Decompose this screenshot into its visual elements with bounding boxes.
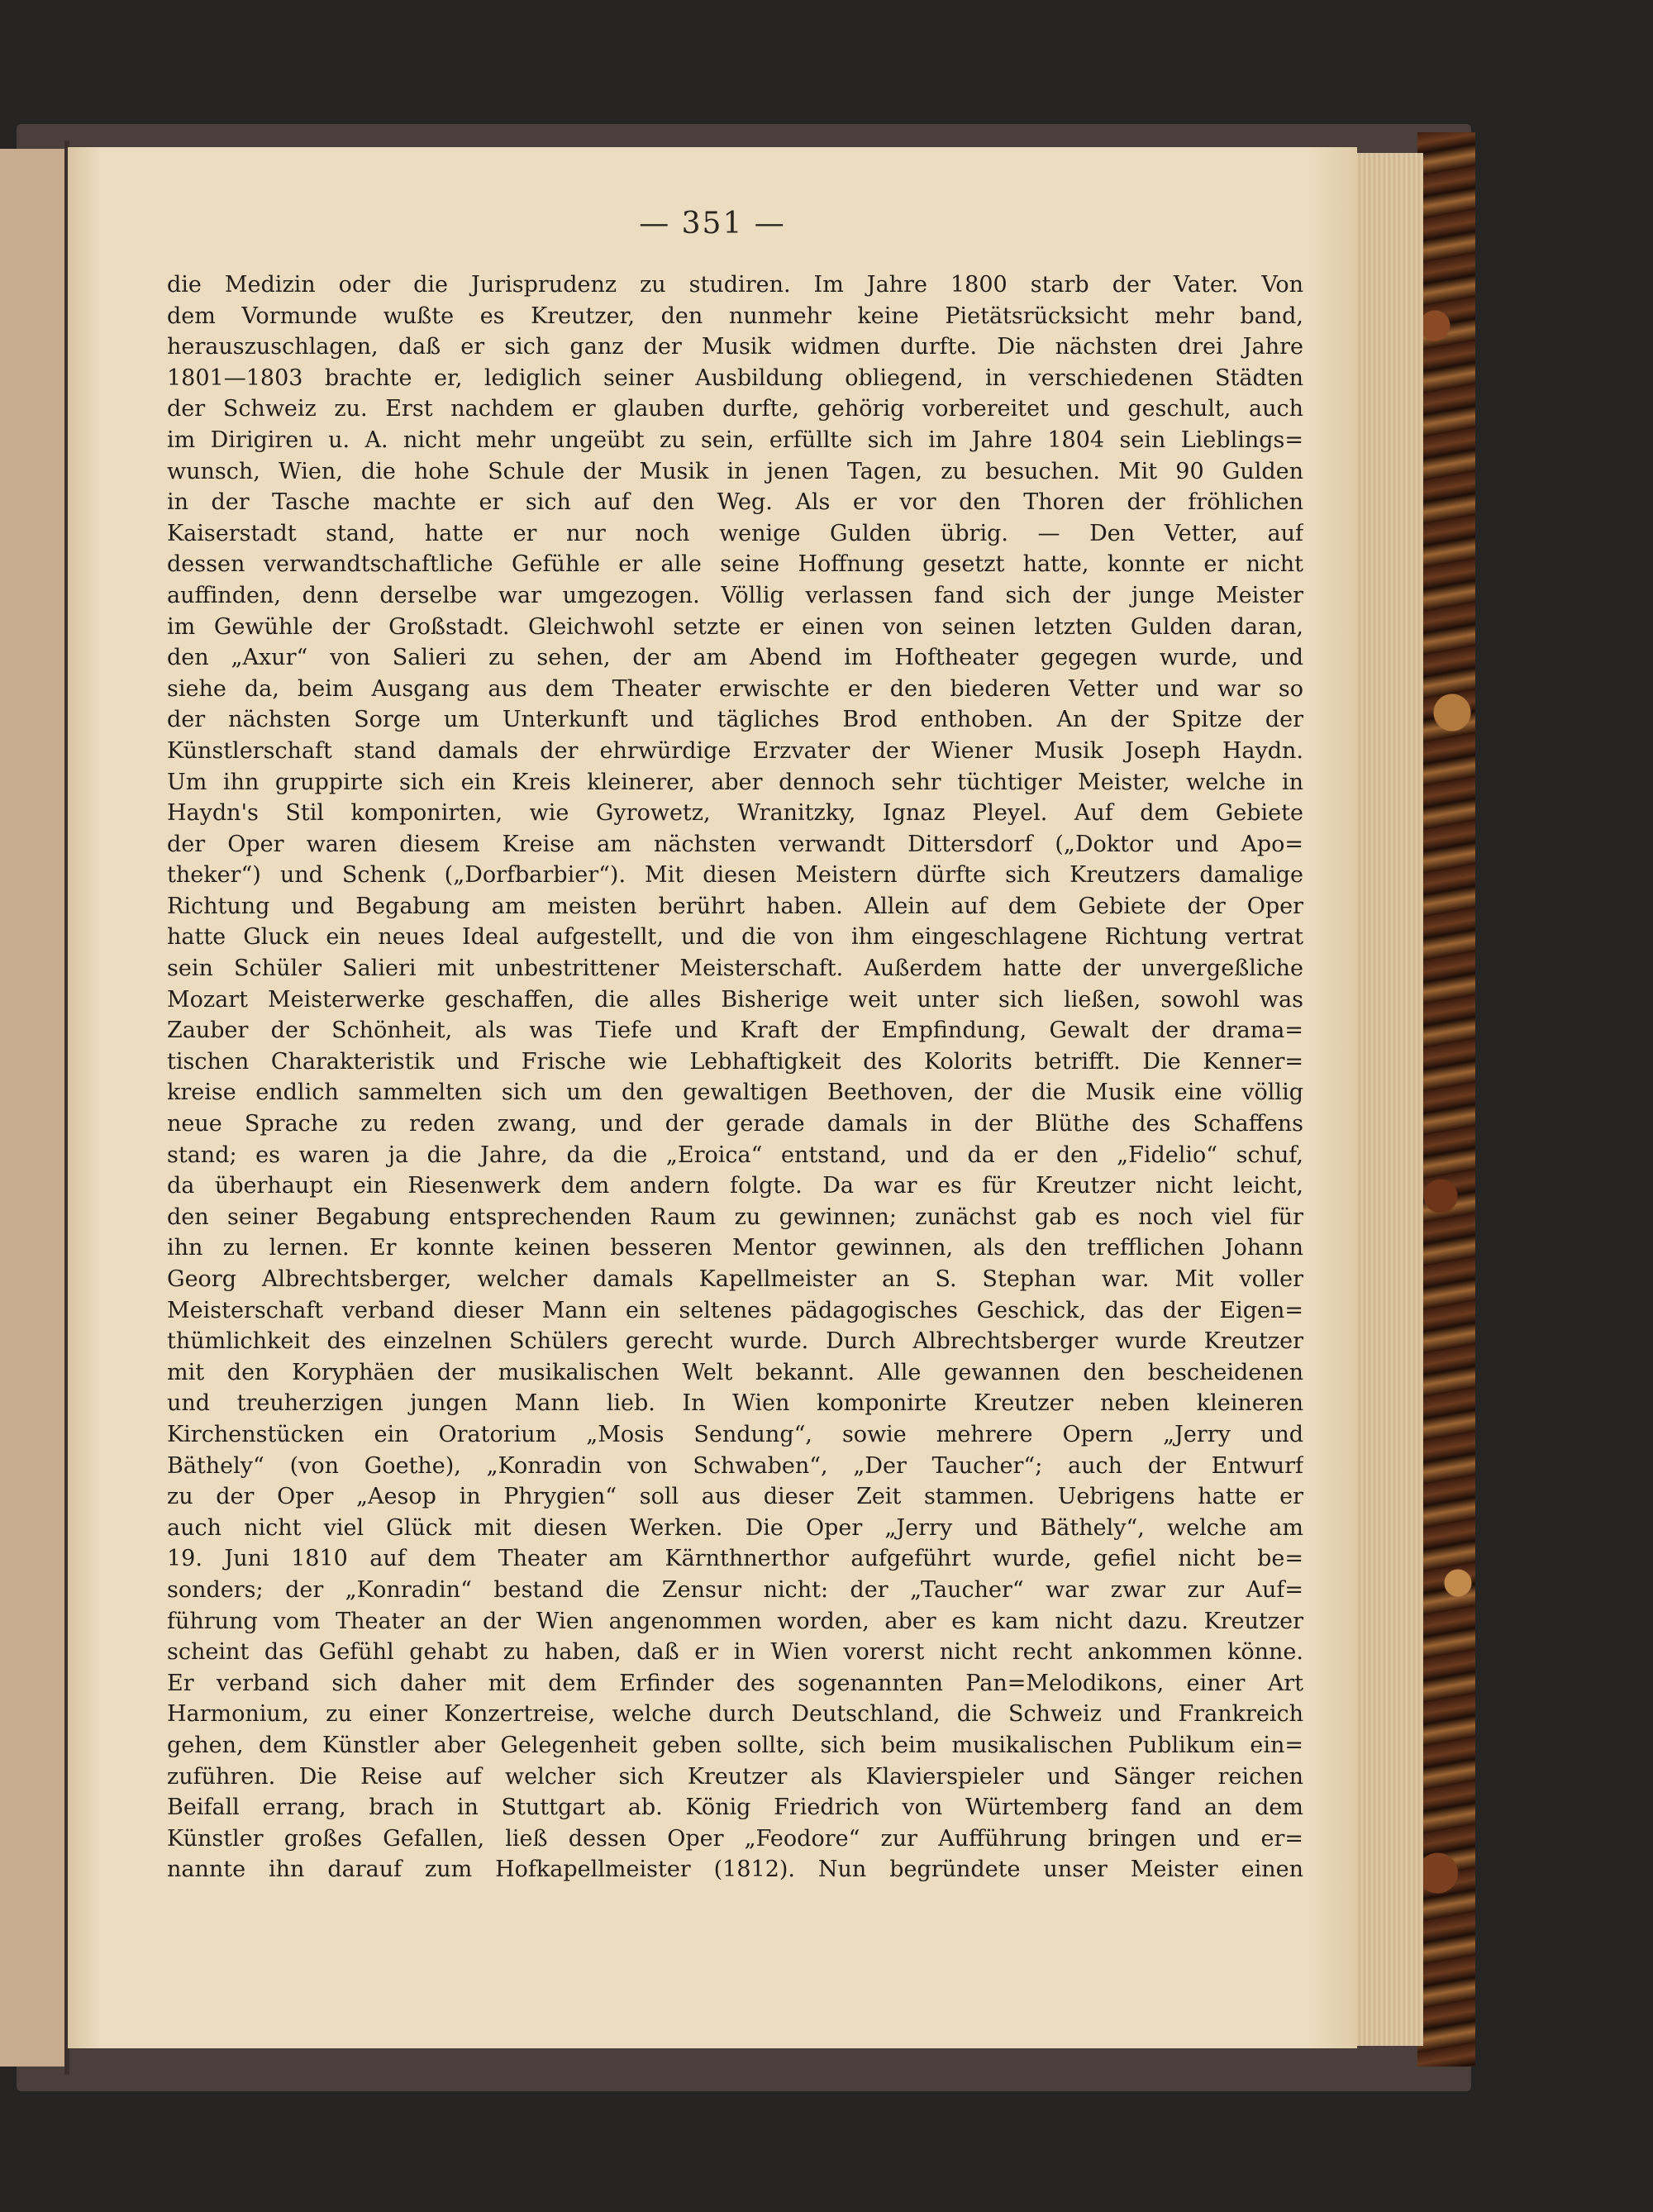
text-line: Bäthely“ (von Goethe), „Konradin von Schwaben“, „Der Taucher“; auch der Entwurf: [167, 1452, 1303, 1479]
text-line: Meisterschaft verband dieser Mann ein seltenes pädagogisches Geschick, das der Eigen=: [167, 1297, 1303, 1323]
text-line: die Medizin oder die Jurisprudenz zu studiren. Im Jahre 1800 starb der Vater. Von: [167, 272, 1303, 298]
text-line: scheint das Gefühl gehabt zu haben, daß er in Wien vorerst nicht recht ankommen könne.: [167, 1639, 1303, 1666]
text-line: der Oper waren diesem Kreise am nächsten verwandt Dittersdorf („Doktor und Apo=: [167, 831, 1303, 857]
text-line: auffinden, denn derselbe war umgezogen. Völlig verlassen fand sich der junge Meister: [167, 582, 1303, 608]
left-page-edge: [0, 149, 68, 2067]
text-line: im Gewühle der Großstadt. Gleichwohl setzte er einen von seinen letzten Gulden daran,: [167, 613, 1303, 640]
text-line: siehe da, beim Ausgang aus dem Theater erwischte er den biederen Vetter und war so: [167, 675, 1303, 702]
text-line: wunsch, Wien, die hohe Schule der Musik in jenen Tagen, zu besuchen. Mit 90 Gulden: [167, 458, 1303, 484]
text-line: Um ihn gruppirte sich ein Kreis kleinerer, aber dennoch sehr tüchtiger Meister, welche in: [167, 769, 1303, 795]
text-line: Mozart Meisterwerke geschaffen, die alles Bisherige weit unter sich ließen, sowohl was: [167, 986, 1303, 1013]
text-line: Beifall errang, brach in Stuttgart ab. König Friedrich von Würtemberg fand an dem: [167, 1795, 1303, 1821]
text-line: der Schweiz zu. Erst nachdem er glauben durfte, gehörig vorbereitet und geschult, auch: [167, 396, 1303, 422]
text-line: Zauber der Schönheit, als was Tiefe und Kraft der Empfindung, Gewalt der drama=: [167, 1018, 1303, 1044]
text-line: hatte Gluck ein neues Ideal aufgestellt, und die von ihm eingeschlagene Richtung vertrat: [167, 924, 1303, 951]
text-line: stand; es waren ja die Jahre, da die „Eroica“ entstand, und da er den „Fidelio“ schuf,: [167, 1142, 1303, 1168]
text-line: Kirchenstücken ein Oratorium „Mosis Sendung“, sowie mehrere Opern „Jerry und: [167, 1421, 1303, 1447]
text-line: da überhaupt ein Riesenwerk dem andern folgte. Da war es für Kreutzer nicht leicht,: [167, 1173, 1303, 1199]
text-line: der nächsten Sorge um Unterkunft und tägliches Brod enthoben. An der Spitze der: [167, 707, 1303, 733]
text-line: kreise endlich sammelten sich um den gewaltigen Beethoven, der die Musik eine völlig: [167, 1080, 1303, 1106]
text-line: nannte ihn darauf zum Hofkapellmeister (1812). Nun begründete unser Meister einen: [167, 1857, 1303, 1883]
text-line: führung vom Theater an der Wien angenommen worden, aber es kam nicht dazu. Kreutzer: [167, 1608, 1303, 1634]
text-line: neue Sprache zu reden zwang, und der gerade damals in der Blüthe des Schaffens: [167, 1111, 1303, 1137]
text-line: sonders; der „Konradin“ bestand die Zensur nicht: der „Taucher“ war zwar zur Auf=: [167, 1576, 1303, 1603]
text-line: dessen verwandtschaftliche Gefühle er alle seine Hoffnung gesetzt hatte, konnte er nicht: [167, 551, 1303, 578]
text-line: thümlichkeit des einzelnen Schülers gerecht wurde. Durch Albrechtsberger wurde Kreutzer: [167, 1328, 1303, 1355]
text-line: gehen, dem Künstler aber Gelegenheit geben sollte, sich beim musikalischen Publikum ein=: [167, 1732, 1303, 1758]
text-line: 19. Juni 1810 auf dem Theater am Kärnthnerthor aufgeführt wurde, gefiel nicht be=: [167, 1546, 1303, 1572]
text-line: in der Tasche machte er sich auf den Weg. Als er vor den Thoren der fröhlichen: [167, 489, 1303, 516]
text-line: sein Schüler Salieri mit unbestrittener Meisterschaft. Außerdem hatte der unvergeßliche: [167, 956, 1303, 982]
text-line: zuführen. Die Reise auf welcher sich Kreutzer als Klavierspieler und Sänger reichen: [167, 1763, 1303, 1790]
text-line: Harmonium, zu einer Konzertreise, welche durch Deutschland, die Schweiz und Frankreich: [167, 1701, 1303, 1728]
text-line: den „Axur“ von Salieri zu sehen, der am Abend im Hoftheater gegegen wurde, und: [167, 645, 1303, 671]
text-line: ihn zu lernen. Er konnte keinen besseren Mentor gewinnen, als den trefflichen Johann: [167, 1235, 1303, 1261]
text-line: Haydn's Stil komponirten, wie Gyrowetz, Wranitzky, Ignaz Pleyel. Auf dem Gebiete: [167, 800, 1303, 827]
text-line: Künstler großes Gefallen, ließ dessen Oper „Feodore“ zur Aufführung bringen und er=: [167, 1825, 1303, 1852]
text-line: auch nicht viel Glück mit diesen Werken. Die Oper „Jerry und Bäthely“, welche am: [167, 1514, 1303, 1541]
text-line: Er verband sich daher mit dem Erfinder des sogenannten Pan=Melodikons, einer Art: [167, 1670, 1303, 1696]
text-line: Richtung und Begabung am meisten berührt haben. Allein auf dem Gebiete der Oper: [167, 893, 1303, 919]
text-line: zu der Oper „Aesop in Phrygien“ soll aus dieser Zeit stammen. Uebrigens hatte er: [167, 1484, 1303, 1510]
page-stack-edge: [1355, 153, 1423, 2046]
book-page: [68, 147, 1357, 2048]
text-line: mit den Koryphäen der musikalischen Welt bekannt. Alle gewannen den bescheidenen: [167, 1359, 1303, 1385]
marbled-edge: [1417, 132, 1475, 2067]
text-line: dem Vormunde wußte es Kreutzer, den nunmehr keine Pietätsrücksicht mehr band,: [167, 303, 1303, 329]
text-line: herauszuschlagen, daß er sich ganz der Musik widmen durfte. Die nächsten drei Jahre: [167, 334, 1303, 360]
text-line: Künstlerschaft stand damals der ehrwürdige Erzvater der Wiener Musik Joseph Haydn.: [167, 737, 1303, 764]
text-line: Kaiserstadt stand, hatte er nur noch wenige Gulden übrig. — Den Vetter, auf: [167, 520, 1303, 546]
text-line: theker“) und Schenk („Dorfbarbier“). Mit diesen Meistern dürfte sich Kreutzers damalige: [167, 862, 1303, 889]
text-line: Georg Albrechtsberger, welcher damals Kapellmeister an S. Stephan war. Mit voller: [167, 1266, 1303, 1292]
text-line: den seiner Begabung entsprechenden Raum zu gewinnen; zunächst gab es noch viel für: [167, 1204, 1303, 1230]
page-body-text: [167, 269, 1303, 1885]
page-number: — 351 —: [639, 207, 786, 241]
text-line: im Dirigiren u. A. nicht mehr ungeübt zu sein, erfüllte sich im Jahre 1804 sein Lieblings=: [167, 427, 1303, 453]
text-line: und treuherzigen jungen Mann lieb. In Wien komponirte Kreutzer neben kleineren: [167, 1390, 1303, 1417]
text-line: tischen Charakteristik und Frische wie Lebhaftigkeit des Kolorits betrifft. Die Kenner=: [167, 1048, 1303, 1075]
text-line: 1801—1803 brachte er, lediglich seiner Ausbildung obliegend, in verschiedenen Städten: [167, 365, 1303, 391]
